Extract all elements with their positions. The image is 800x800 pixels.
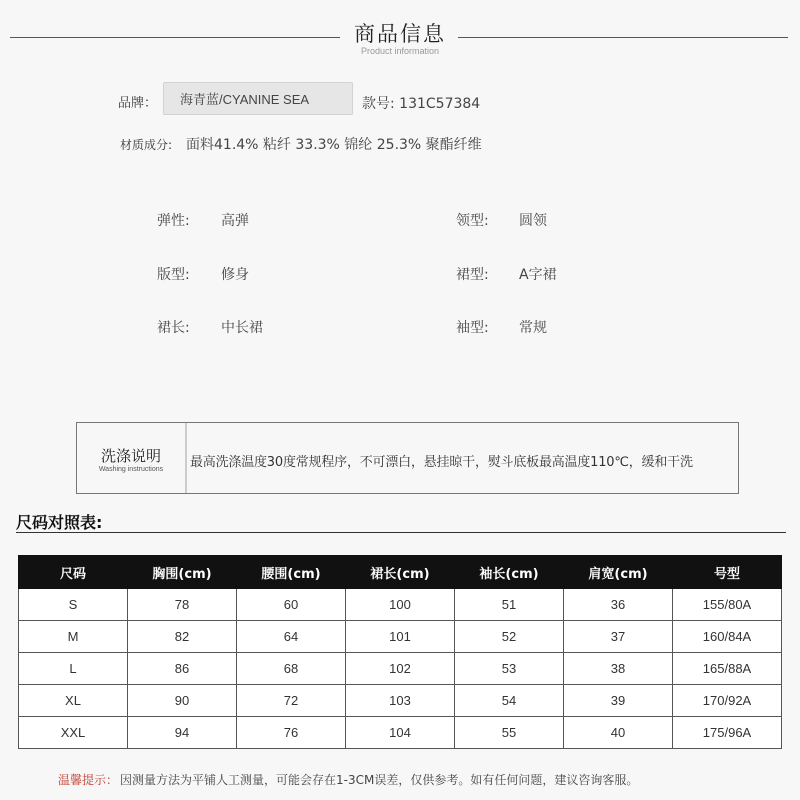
table-cell: 82 [128,621,237,653]
page-title: 商品信息 [354,22,446,46]
table-cell: 160/84A [673,621,782,653]
size-table-header [19,556,782,589]
table-cell: 40 [564,717,673,749]
col-header-spec: 号型 [673,556,782,589]
table-cell: 55 [455,717,564,749]
washing-subtitle: Washing instructions [98,466,164,473]
table-cell: M [19,621,128,653]
table-cell: 53 [455,653,564,685]
col-header-sleeve-length: 袖长(cm) [455,556,564,589]
col-header-shoulder: 肩宽(cm) [564,556,673,589]
table-cell: 64 [237,621,346,653]
table-cell: 52 [455,621,564,653]
table-cell: 68 [237,653,346,685]
washing-text: 最高洗涤温度30度常规程序，不可漂白，悬挂晾干，熨斗底板最高温度110℃，缓和干洗 [190,455,693,470]
col-header-waist: 腰围(cm) [237,556,346,589]
material-label: 材质成分: [120,138,173,152]
table-cell: 60 [237,589,346,621]
table-cell: 103 [346,685,455,717]
table-cell: L [19,653,128,685]
col-header-bust: 胸围(cm) [128,556,237,589]
table-cell: XL [19,685,128,717]
table-cell: 76 [237,717,346,749]
attr-value-collar: 圆领 [519,213,547,229]
attr-value-sleeve: 常规 [519,320,547,336]
model-label: 款号: [362,96,395,112]
table-cell: 38 [564,653,673,685]
attr-value-fit: 修身 [221,267,249,283]
table-cell: 37 [564,621,673,653]
table-cell: XXL [19,717,128,749]
attr-label-sleeve: 袖型: [456,320,489,336]
model-number [362,93,480,113]
attr-label-elasticity: 弹性: [157,213,190,229]
tip-label: 温馨提示： [58,773,119,787]
attr-value-skirt-type: A字裙 [519,267,557,283]
table-cell: 78 [128,589,237,621]
table-cell: 90 [128,685,237,717]
material-value: 面料41.4% 粘纤 33.3% 锦纶 25.3% 聚酯纤维 [186,137,482,153]
model-value: 131C57384 [399,96,481,112]
washing-box [76,422,739,494]
size-chart-divider [16,532,786,533]
table-cell: 86 [128,653,237,685]
table-row [19,621,782,653]
size-chart-heading: 尺码对照表: [16,513,103,532]
table-cell: 94 [128,717,237,749]
table-cell: 165/88A [673,653,782,685]
table-row [19,653,782,685]
attr-value-skirt-length: 中长裙 [221,320,263,336]
col-header-skirt-length: 裙长(cm) [346,556,455,589]
table-cell: 101 [346,621,455,653]
attr-value-elasticity: 高弹 [221,213,249,229]
attr-label-fit: 版型: [157,267,190,283]
table-cell: 155/80A [673,589,782,621]
table-cell: 175/96A [673,717,782,749]
attr-label-skirt-type: 裙型: [456,267,489,283]
table-row [19,685,782,717]
table-cell: 36 [564,589,673,621]
washing-title-cell [77,423,186,493]
tip-text: 因测量方法为平铺人工测量，可能会存在1-3CM误差，仅供参考。如有任何问题，建议咨询客服。 [120,773,639,787]
brand-value-box: 海青蓝/CYANINE SEA [163,82,353,115]
page-subtitle: Product information [360,46,440,56]
table-cell: 170/92A [673,685,782,717]
table-cell: S [19,589,128,621]
table-cell: 54 [455,685,564,717]
brand-label: 品牌： [118,96,158,111]
washing-divider [185,423,187,493]
table-row [19,717,782,749]
table-cell: 104 [346,717,455,749]
table-cell: 102 [346,653,455,685]
washing-title: 洗涤说明 [100,447,161,465]
table-row [19,589,782,621]
col-header-size: 尺码 [19,556,128,589]
table-cell: 100 [346,589,455,621]
size-table [18,555,782,749]
table-cell: 39 [564,685,673,717]
attr-label-collar: 领型: [456,213,489,229]
table-cell: 51 [455,589,564,621]
table-cell: 72 [237,685,346,717]
attr-label-skirt-length: 裙长: [157,320,190,336]
